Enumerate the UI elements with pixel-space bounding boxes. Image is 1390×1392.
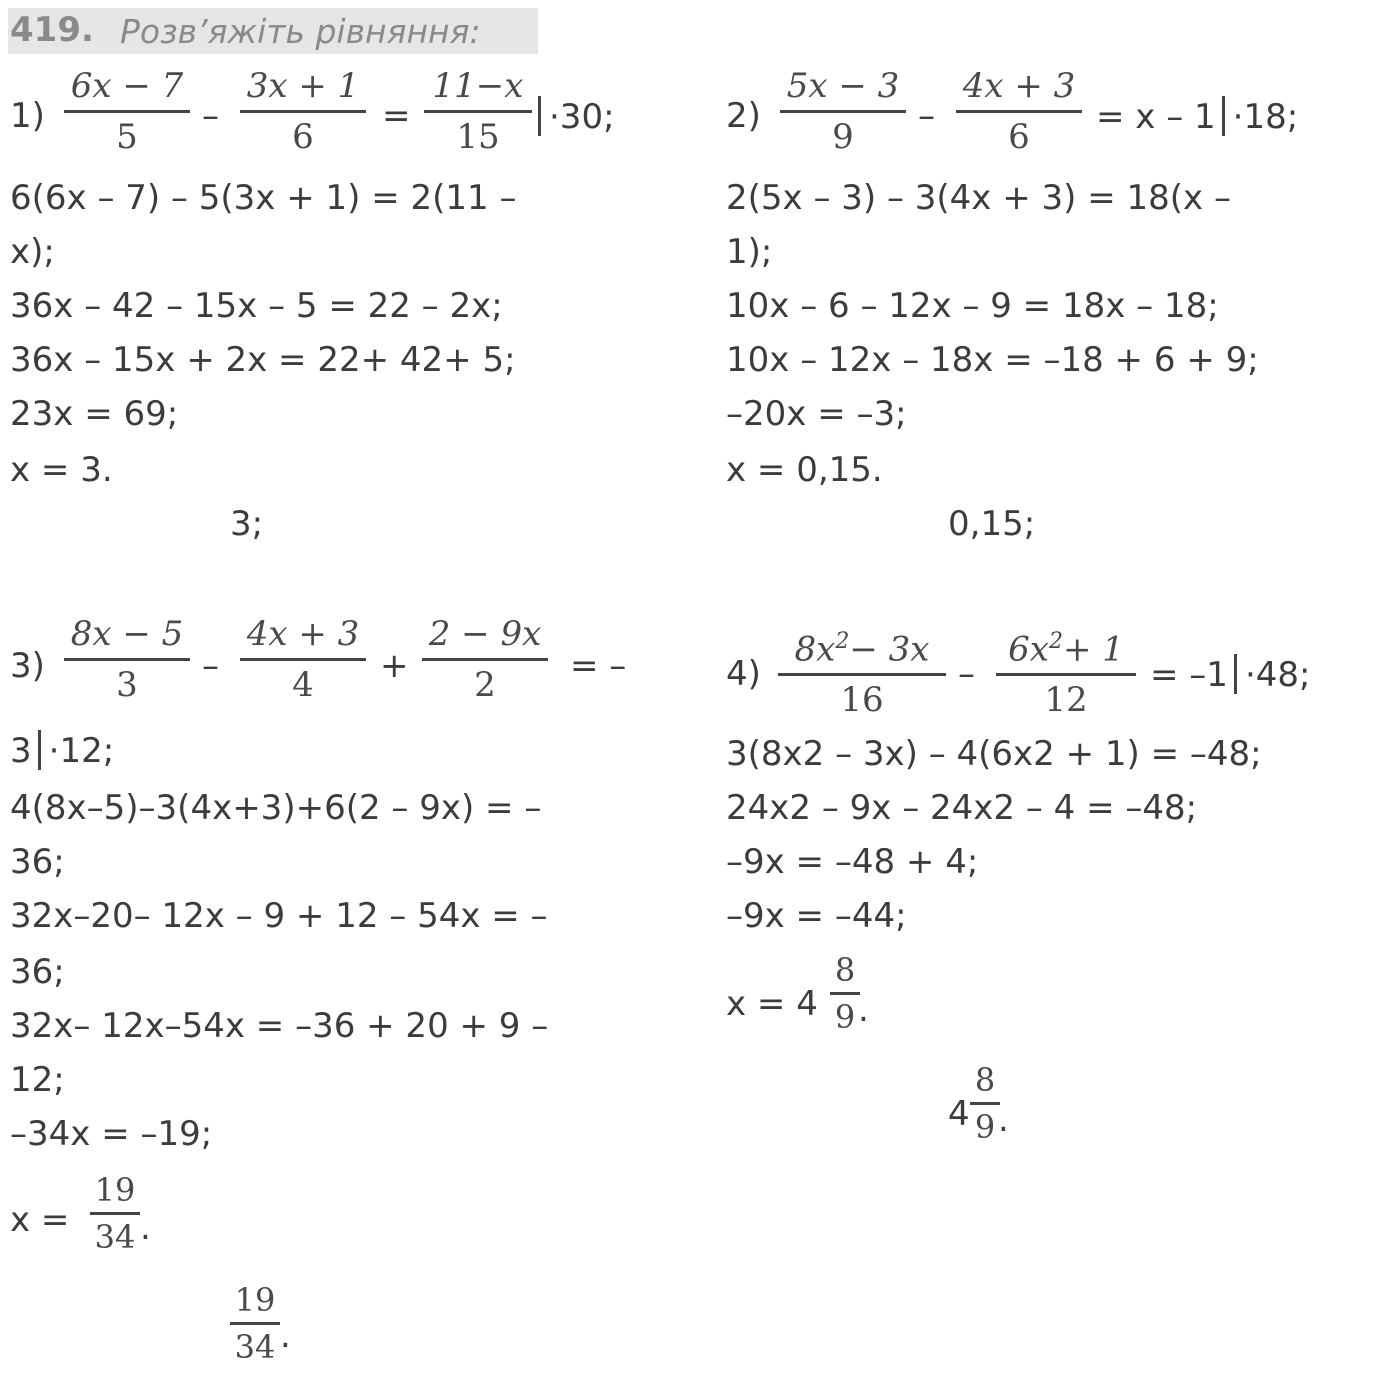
problem-1-label: 1) [10,96,45,136]
p3-line-0: 3 ·12; [10,731,115,771]
exercise-number: 419. [10,10,94,50]
p2-fraction-1: 5x − 3 9 [780,62,906,161]
p1-fraction-2: 3x + 1 6 [240,62,366,161]
problem-3-label: 3) [10,646,45,686]
p3-fraction-3: 2 − 9x 2 [422,610,548,709]
p3-line-1: 4(8x–5)–3(4x+3)+6(2 – 9x) = – [10,788,542,828]
p2-line-1: 2(5x – 3) – 3(4x + 3) = 18(x – [726,178,1231,218]
p1-line-3: 36x – 42 – 15x – 5 = 22 – 2x; [10,286,503,326]
p4-fraction-2: $6x^2+ 1$ 12 [996,618,1136,724]
p3-x-fraction: 19 34 [90,1168,140,1259]
p1-fraction-3: 11−x 15 [424,62,532,161]
p2-line-4: 10x – 12x – 18x = –18 + 6 + 9; [726,340,1259,380]
p3-fraction-2: 4x + 3 4 [240,610,366,709]
p1-line-6: x = 3. [10,450,113,490]
p4-x-fraction: 8 9 [830,948,860,1039]
p4-line-2: 24x2 – 9x – 24x2 – 4 = –48; [726,788,1198,828]
p3-fraction-1: 8x − 5 3 [64,610,190,709]
p2-line-2: 1); [726,232,773,272]
p1-line-1: 6(6x – 7) – 5(3x + 1) = 2(11 – [10,178,517,218]
p1-line-4: 36x – 15x + 2x = 22+ 42+ 5; [10,340,516,380]
exercise-title: Розв’яжіть рівняння: [120,12,481,51]
p4-fraction-1: $8x^2- 3x$ 16 [778,618,946,724]
problem-4-label: 4) [726,654,761,694]
p3-line-2: 36; [10,842,65,882]
p2-rhs: = x – 1 ·18; [1096,97,1299,137]
p3-line-7: –34x = –19; [10,1114,213,1154]
p4-line-3: –9x = –48 + 4; [726,842,979,882]
p2-answer: 0,15; [948,504,1036,544]
p2-line-6: x = 0,15. [726,450,883,490]
p3-x-label: x = [10,1200,70,1240]
p4-line-4: –9x = –44; [726,896,907,936]
exercise-header [8,8,538,54]
p3-answer: 19 34 [230,1278,280,1369]
p4-answer: 8 9 [970,1058,1000,1149]
p1-multiplier: ·30; [532,96,615,137]
p4-answer-whole: 4 [948,1094,970,1134]
p3-line-5: 32x– 12x–54x = –36 + 20 + 9 – [10,1006,549,1046]
p3-line-3: 32x–20– 12x – 9 + 12 – 54x = – [10,896,548,936]
p4-line-1: 3(8x2 – 3x) – 4(6x2 + 1) = –48; [726,734,1262,774]
p3-line-6: 12; [10,1060,65,1100]
p2-line-5: –20x = –3; [726,394,907,434]
p3-line-4: 36; [10,952,65,992]
problem-2-label: 2) [726,96,761,136]
p4-rhs: = –1 ·48; [1150,655,1311,695]
p1-fraction-1: 6x − 7 5 [64,62,190,161]
p4-x-label: x = 4 [726,984,818,1024]
p1-line-2: x); [10,232,55,272]
p1-answer: 3; [230,504,264,544]
p2-line-3: 10x – 6 – 12x – 9 = 18x – 18; [726,286,1219,326]
p1-line-5: 23x = 69; [10,394,179,434]
p2-fraction-2: 4x + 3 6 [956,62,1082,161]
